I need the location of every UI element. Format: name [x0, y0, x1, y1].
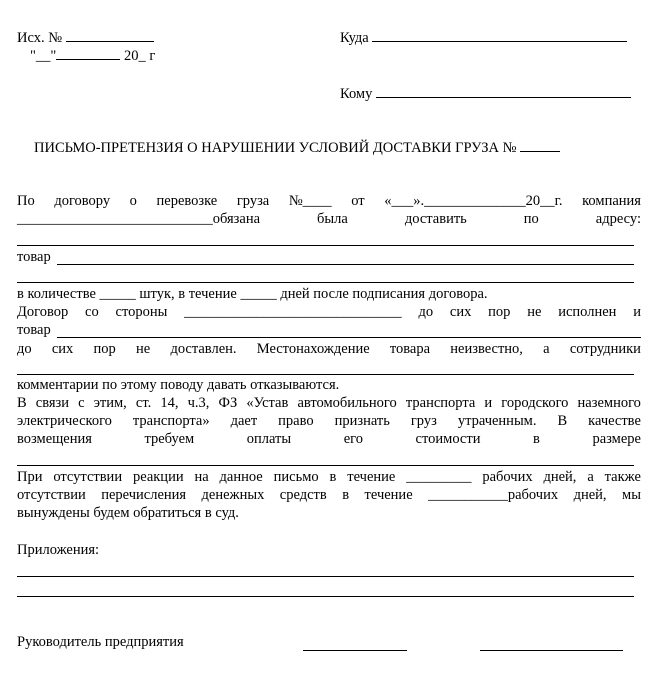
word: а: [543, 341, 550, 357]
word: 14,: [160, 395, 179, 411]
word: По: [17, 193, 35, 209]
word: пор: [488, 304, 511, 320]
word: неизвестно,: [450, 341, 523, 357]
word: адресу:: [595, 211, 641, 227]
word: «___».______________20__г.: [384, 193, 563, 209]
word: была: [317, 211, 348, 227]
word: со: [85, 304, 99, 320]
paragraph-3-line-2: [17, 413, 641, 430]
date-year: 20_ г: [123, 48, 156, 64]
outgoing-number-label: Исх. №: [17, 30, 63, 46]
word: исполнен: [558, 304, 617, 320]
to-where-label: Куда: [340, 30, 369, 46]
word: В: [17, 395, 27, 411]
to-whom-label: Кому: [340, 86, 373, 102]
word: сотрудники: [569, 341, 641, 357]
cargo-number-blank: [520, 137, 560, 152]
word: сих: [51, 341, 74, 357]
word: груз: [410, 413, 437, 429]
word: ФЗ: [218, 395, 238, 411]
word: в: [342, 487, 350, 503]
word: Договор: [17, 304, 69, 320]
word: мы: [622, 487, 641, 503]
word: договору: [54, 193, 111, 209]
word: требуем: [144, 431, 195, 447]
word: и: [633, 304, 641, 320]
goods-blank-line-2: [17, 282, 634, 283]
word: №____: [288, 193, 332, 209]
word: перевозке: [156, 193, 218, 209]
word: сих: [449, 304, 472, 320]
word: _________: [406, 469, 472, 485]
word: пор: [93, 341, 116, 357]
paragraph-2-line-3: [17, 341, 641, 358]
word: При: [17, 469, 43, 485]
word: перечисления: [101, 487, 187, 503]
word: В: [557, 413, 568, 429]
word: размере: [592, 431, 641, 447]
word: отсутствии: [53, 469, 123, 485]
word: данное: [219, 469, 263, 485]
word: дает: [230, 413, 258, 429]
word: транспорта: [405, 395, 476, 411]
paragraph-2-line-5: комментарии по этому поводу давать отказываются.: [17, 377, 340, 393]
word: оплаты: [246, 431, 292, 447]
paragraph-2-line-1: [17, 304, 641, 321]
word: груза: [236, 193, 270, 209]
word: Местонахождение: [256, 341, 370, 357]
goods-blank-line-3: [57, 337, 641, 338]
word: признать: [334, 413, 390, 429]
signatory-role-label: Руководитель предприятия: [17, 634, 184, 650]
word: и: [484, 395, 493, 411]
word: электрического: [17, 413, 112, 429]
word: в: [533, 431, 540, 447]
attachments-blank-line-2: [17, 596, 634, 597]
goods-label-2: товар: [17, 322, 51, 338]
company-blank-line: [17, 374, 634, 375]
word: наземного: [577, 395, 641, 411]
word: отсутствии: [17, 487, 86, 503]
outgoing-number-blank: [66, 27, 154, 42]
word: а: [587, 469, 594, 485]
word: компания: [582, 193, 641, 209]
word: ст.: [135, 395, 152, 411]
word: право: [278, 413, 314, 429]
word: «Устав: [246, 395, 289, 411]
word: товара: [389, 341, 431, 357]
word: до: [17, 341, 32, 357]
attachments-blank-line-1: [17, 576, 634, 577]
goods-label: товар: [17, 249, 51, 265]
word: городского: [501, 395, 569, 411]
word: по: [523, 211, 539, 227]
signature-name-blank-line: [480, 650, 623, 651]
word: ч.3,: [187, 395, 210, 411]
date-month-blank: [56, 45, 120, 60]
word: ___________рабочих: [428, 487, 559, 503]
word: не: [136, 341, 151, 357]
word: этим,: [93, 395, 127, 411]
letter-title-row: [34, 137, 560, 157]
word: автомобильного: [297, 395, 397, 411]
word: средств: [279, 487, 327, 503]
word: доставить: [404, 211, 467, 227]
word: на: [194, 469, 209, 485]
amount-blank-line: [17, 465, 634, 466]
attachments-label: Приложения:: [17, 542, 100, 558]
word: связи: [35, 395, 70, 411]
word: качестве: [588, 413, 641, 429]
to-whom-blank: [376, 83, 631, 98]
word: не: [527, 304, 542, 320]
word: ___________________________обязана: [17, 211, 261, 227]
word: течение: [364, 487, 413, 503]
word: до: [418, 304, 434, 320]
word: дней,: [573, 487, 607, 503]
word: стороны: [115, 304, 168, 320]
paragraph-3-line-3: [17, 431, 641, 448]
word: доставлен.: [170, 341, 237, 357]
word: транспорта»: [132, 413, 210, 429]
word: с: [78, 395, 85, 411]
word: о: [129, 193, 137, 209]
paragraph-4-line-3: вынуждены будем обратиться в суд.: [17, 505, 239, 521]
word: стоимости: [415, 431, 481, 447]
word: рабочих: [482, 469, 533, 485]
word: в: [329, 469, 337, 485]
to-where-blank: [372, 27, 627, 42]
recipient-address-row: [340, 27, 627, 47]
word: течение: [347, 469, 396, 485]
word: ______________________________: [184, 304, 402, 320]
word: его: [343, 431, 363, 447]
word: денежных: [201, 487, 265, 503]
letter-title: ПИСЬМО-ПРЕТЕНЗИЯ О НАРУШЕНИИ УСЛОВИЙ ДОСТАВКИ ГРУЗА №: [34, 140, 517, 156]
outgoing-number-row: [17, 27, 154, 47]
goods-blank-line: [57, 264, 634, 265]
quantity-line: в количестве _____ штук, в течение _____ дней после подписания договора.: [17, 286, 488, 302]
word: от: [351, 193, 365, 209]
word: утраченным.: [457, 413, 537, 429]
address-blank-line: [17, 245, 634, 246]
paragraph-3-line-1: [17, 395, 641, 412]
word: также: [604, 469, 641, 485]
word: письмо: [273, 469, 319, 485]
word: возмещения: [17, 431, 92, 447]
recipient-name-row: [340, 83, 631, 103]
letter-date-row: [30, 45, 155, 65]
paragraph-4-line-2: [17, 487, 641, 504]
signature-blank-line: [303, 650, 407, 651]
word: дней,: [543, 469, 577, 485]
word: реакции: [132, 469, 184, 485]
paragraph-1-line-2: [17, 211, 641, 228]
date-day-blank: "__": [30, 48, 57, 64]
paragraph-4-line-1: [17, 469, 641, 486]
paragraph-1-line-1: [17, 193, 641, 210]
